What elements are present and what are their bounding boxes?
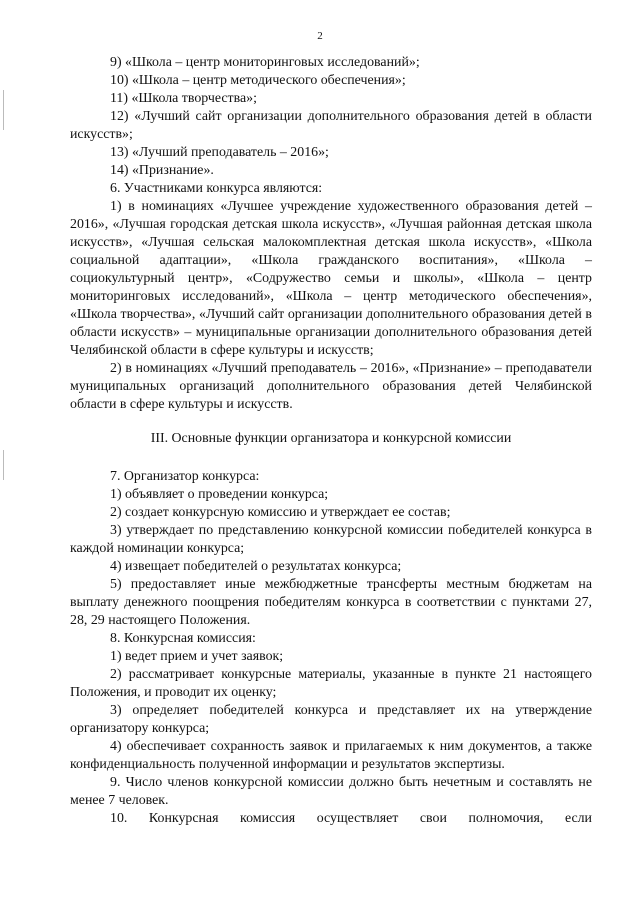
paragraph: 2) в номинациях «Лучший преподаватель – 2016», «Признание» – преподаватели муниципальных организаций дополнительного образования детей Челябинской области в сфере культуры и искусств.	[70, 361, 592, 412]
paragraph: 11) «Школа творчества»;	[110, 91, 257, 106]
section-heading: III. Основные функции организатора и конкурсной комиссии	[150, 431, 512, 446]
paragraph: 1) объявляет о проведении конкурса;	[110, 487, 329, 502]
paragraph: 5) предоставляет иные межбюджетные трансферты местным бюджетам на выплату денежного поощрения победителям конкурса в соответствии с пунктами 27, 28, 29 настоящего Положения.	[70, 577, 592, 628]
paragraph: 3) утверждает по представлению конкурсной комиссии победителей конкурса в каждой номинации конкурса;	[70, 523, 592, 556]
paragraph: 9. Число членов конкурсной комиссии должно быть нечетным и составлять не менее 7 человек.	[70, 775, 592, 808]
paragraph: 12) «Лучший сайт организации дополнительного образования детей в области искусств»;	[70, 109, 592, 142]
paragraph: 6. Участниками конкурса являются:	[110, 181, 323, 196]
paragraphs-before-heading	[70, 54, 592, 414]
scan-margin-mark	[3, 450, 4, 480]
paragraph: 9) «Школа – центр мониторинговых исследований»;	[110, 55, 420, 70]
paragraph: 2) создает конкурсную комиссию и утверждает ее состав;	[110, 505, 451, 520]
paragraph: 8. Конкурсная комиссия:	[110, 631, 256, 646]
document-body	[70, 54, 592, 828]
page-number: 2	[317, 30, 323, 42]
scan-margin-mark	[3, 90, 4, 130]
paragraph: 1) в номинациях «Лучшее учреждение художественного образования детей – 2016», «Лучшая городская детская школа искусств», «Лучшая районная детская школа искусств», «Лучшая сельская малокомплектная детская школа искусств», «Школа социальной адаптации», «Школа гражданского воспитания», «Школа – социокультурный центр», «Содружество семьи и школы», «Школа – центр мониторинговых исследований», «Школа – центр методического обеспечения», «Школа творчества», «Лучший сайт организации дополнительного образования детей в области искусств» – муниципальные организации дополнительного образования детей Челябинской области в сфере культуры и искусств;	[70, 199, 592, 358]
paragraph: 4) обеспечивает сохранность заявок и прилагаемых к ним документов, а также конфиденциальность полученной информации и результатов экспертизы.	[70, 739, 592, 772]
paragraph: 10. Конкурсная комиссия осуществляет свои полномочия, если	[110, 811, 592, 826]
paragraph: 10) «Школа – центр методического обеспечения»;	[110, 73, 406, 88]
paragraph: 14) «Признание».	[110, 163, 214, 178]
paragraph: 3) определяет победителей конкурса и представляет их на утверждение организатору конкурса;	[70, 703, 592, 736]
paragraph: 2) рассматривает конкурсные материалы, указанные в пункте 21 настоящего Положения, и проводит их оценку;	[70, 667, 592, 700]
paragraph: 4) извещает победителей о результатах конкурса;	[110, 559, 402, 574]
paragraph: 1) ведет прием и учет заявок;	[110, 649, 284, 664]
paragraphs-after-heading	[70, 468, 592, 828]
paragraph: 7. Организатор конкурса:	[110, 469, 260, 484]
paragraph: 13) «Лучший преподаватель – 2016»;	[110, 145, 329, 160]
